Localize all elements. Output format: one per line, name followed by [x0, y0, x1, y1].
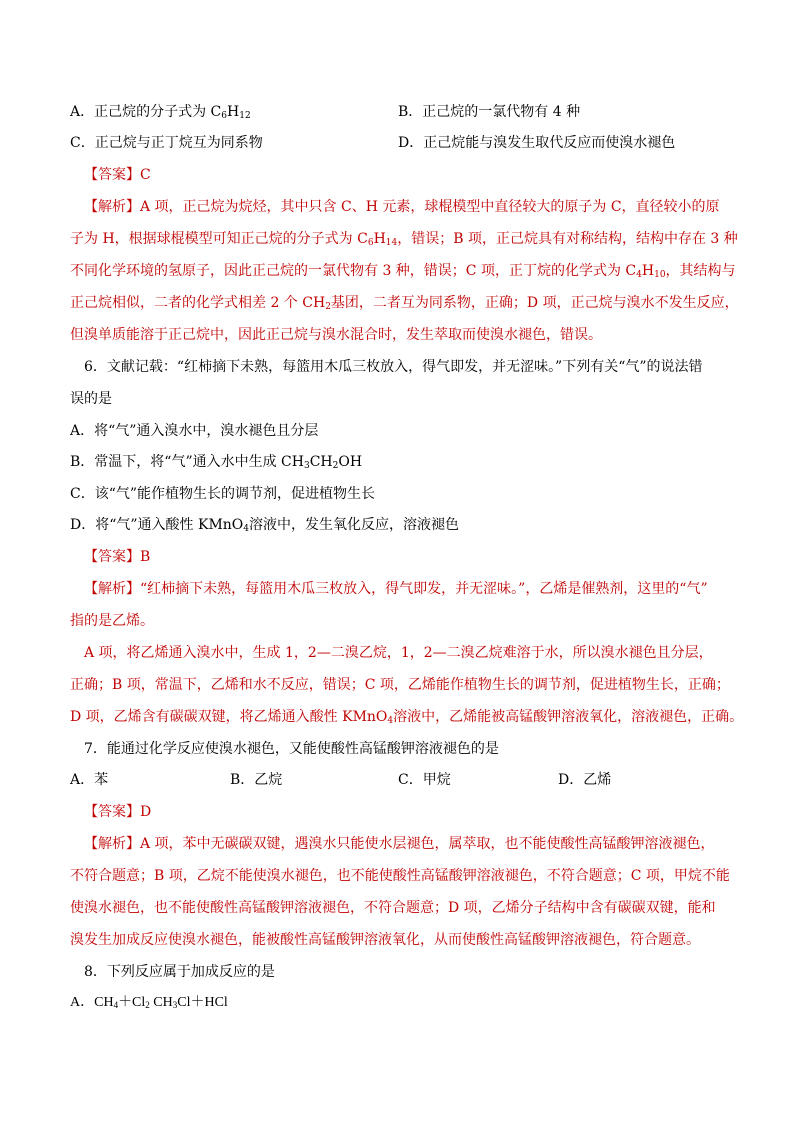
q6-analysis-line-4: 正确；B 项，常温下，乙烯和水不反应，错误；C 项，乙烯能作植物生长的调节剂，促进植物生长，正确； [70, 677, 730, 693]
q6-analysis-line-3: A 项，将乙烯通入溴水中，生成 1，2—二溴乙烷，1，2—二溴乙烷难溶于水，所以溴水褪色且分层， [84, 645, 713, 661]
q7-analysis-line-4: 溴发生加成反应使溴水褪色，能被酸性高锰酸钾溶液氧化，从而使酸性高锰酸钾溶液褪色，符合题意。 [70, 932, 700, 948]
analysis-tag: 【解析】 [84, 581, 140, 597]
q6-stem-line-1: 6．文献记载：“红柿摘下未熟，每篮用木瓜三枚放入，得气即发，并无涩味。”下列有关“气”的说法错 [84, 359, 703, 375]
q5-option-c: C．正己烷与正丁烷互为同系物 [70, 135, 263, 151]
q8-stem: 8．下列反应属于加成反应的是 [84, 964, 275, 980]
q7-option-d: D．乙烯 [558, 772, 612, 788]
q5-analysis-line-4: 正己烷相似，二者的化学式相差 2 个 $CH_2$基团，二者互为同系物，正确；D 项，正己烷与溴水不发生反应， [70, 295, 739, 312]
analysis-tag: 【解析】 [84, 836, 140, 852]
q7-analysis-line-2: 不符合题意；B 项，乙烷不能使溴水褪色，也不能使酸性高锰酸钾溶液褪色，不符合题意；C 项，甲烷不能 [70, 868, 730, 884]
answer-tag: 【答案】 [84, 804, 140, 820]
q7-stem: 7．能通过化学反应使溴水褪色，又能使酸性高锰酸钾溶液褪色的是 [84, 741, 499, 757]
q7-option-c: C．甲烷 [398, 772, 451, 788]
q5-option-d: D．正己烷能与溴发生取代反应而使溴水褪色 [398, 135, 676, 151]
q7-option-b: B．乙烷 [230, 772, 283, 788]
q7-option-a: A．苯 [70, 772, 109, 788]
q6-analysis-line-1: 【解析】“红柿摘下未熟，每篮用木瓜三枚放入，得气即发，并无涩味。”，乙烯是催熟剂，这里的“气” [84, 581, 708, 597]
q5-analysis-line-1: 【解析】A 项，正己烷为烷烃，其中只含 C、H 元素，球棍模型中直径较大的原子为 C，直径较小的原 [84, 199, 720, 215]
q6-analysis-line-2: 指的是乙烯。 [70, 613, 154, 629]
q6-stem-line-2: 误的是 [70, 391, 112, 407]
q6-option-a: A．将“气”通入溴水中，溴水褪色且分层 [70, 423, 319, 439]
q5-analysis-line-2: 子为 H，根据球棍模型可知正己烷的分子式为 $C_6H_{14}$，错误；B 项，正己烷具有对称结构，结构中存在 3 种 [70, 231, 738, 248]
q5-analysis-line-3: 不同化学环境的氢原子，因此正己烷的一氯代物有 3 种，错误；C 项，正丁烷的化学式为 $C_4H_{10}$，其结构与 [70, 263, 736, 280]
q6-analysis-line-5: D 项，乙烯含有碳碳双键，将乙烯通入酸性 KMnO$_4$溶液中，乙烯能被高锰酸钾溶液氧化，溶液褪色，正确。 [70, 709, 744, 726]
answer-tag: 【答案】 [84, 167, 140, 183]
q8-option-a: A．$CH_4+Cl_2$ $CH_3Cl+HCl$ [70, 995, 228, 1010]
analysis-tag: 【解析】 [84, 199, 140, 215]
q5-option-a: A．正己烷的分子式为 $C_6H_{12}$ [70, 104, 251, 121]
q5-answer: 【答案】C [84, 167, 151, 183]
q6-option-c: C．该“气”能作植物生长的调节剂，促进植物生长 [70, 486, 376, 502]
q5-option-b: B．正己烷的一氯代物有 4 种 [398, 104, 581, 120]
q6-option-d: D．将“气”通入酸性 KMnO$_4$溶液中，发生氧化反应，溶液褪色 [70, 517, 460, 534]
q7-analysis-line-3: 使溴水褪色，也不能使酸性高锰酸钾溶液褪色，不符合题意；D 项，乙烯分子结构中含有碳碳双键，能和 [70, 900, 716, 916]
q5-analysis-line-5: 但溴单质能溶于正己烷中，因此正己烷与溴水混合时，发生萃取而使溴水褪色，错误。 [70, 327, 602, 343]
q7-analysis-line-1: 【解析】A 项，苯中无碳碳双键，遇溴水只能使水层褪色，属萃取，也不能使酸性高锰酸钾溶液褪色， [84, 836, 715, 852]
q6-answer: 【答案】B [84, 549, 151, 565]
answer-tag: 【答案】 [84, 549, 140, 565]
q7-answer: 【答案】D [84, 804, 152, 820]
q6-option-b: B．常温下，将“气”通入水中生成 $CH_3CH_2OH$ [70, 454, 363, 471]
